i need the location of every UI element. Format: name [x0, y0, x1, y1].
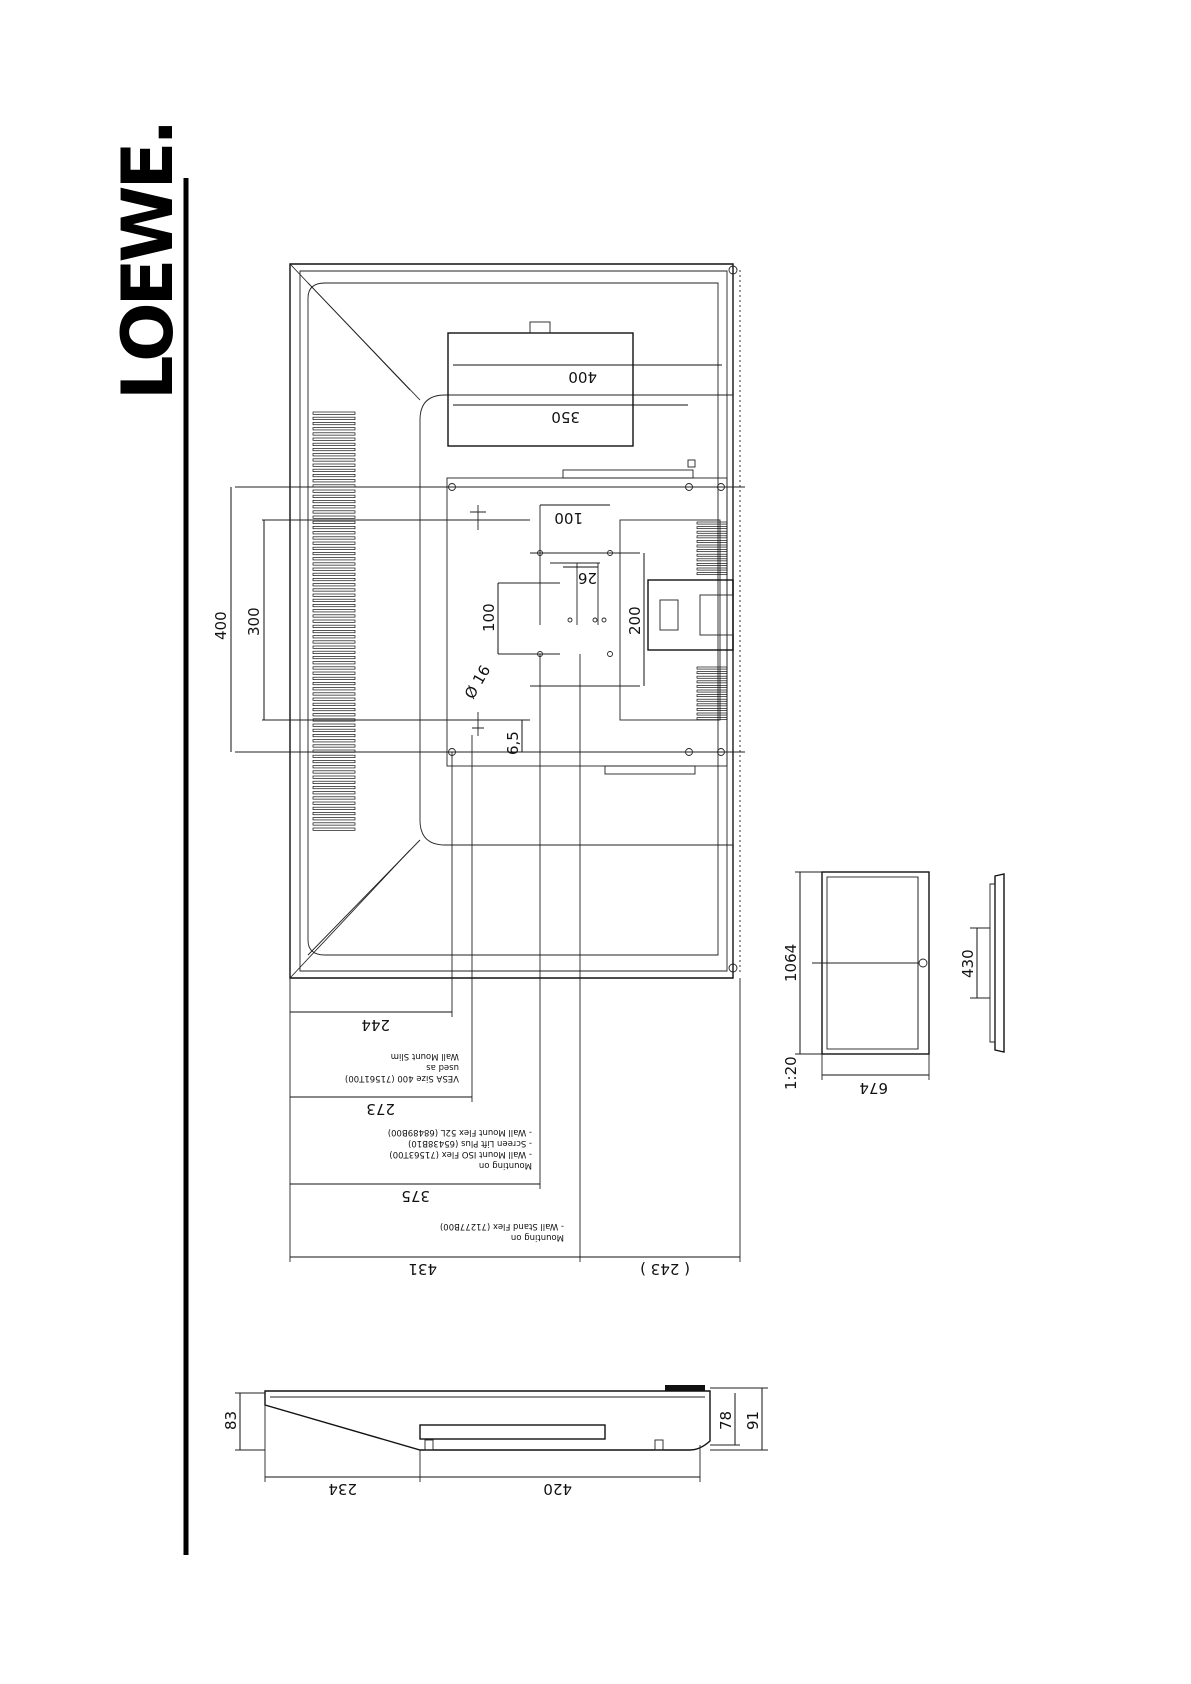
- vent-slot: [313, 604, 355, 606]
- dim-100-top: 100: [554, 509, 583, 527]
- dim-420: 420: [543, 1480, 572, 1498]
- vent-slot: [313, 662, 355, 664]
- vent-slot: [313, 474, 355, 476]
- vent-slot: [313, 532, 355, 534]
- dim-350: 350: [551, 408, 580, 426]
- vent-slot: [313, 776, 355, 778]
- vent-slot: [313, 500, 355, 502]
- dim-430: 430: [959, 949, 977, 978]
- vent-slot: [313, 433, 355, 435]
- dim-674: 674: [859, 1079, 888, 1097]
- vent-slot: [313, 781, 355, 783]
- dim-1064: 1064: [782, 943, 800, 982]
- vent-slot: [697, 550, 727, 552]
- vent-slot: [313, 552, 355, 554]
- dim-83: 83: [222, 1410, 240, 1430]
- vent-slot: [313, 766, 355, 768]
- vent-slot: [313, 558, 355, 560]
- vent-slot: [697, 685, 727, 687]
- front-view: [782, 872, 929, 1097]
- vent-slot: [313, 454, 355, 456]
- vent-slot: [313, 828, 355, 830]
- vent-slot: [313, 786, 355, 788]
- vent-slot: [313, 656, 355, 658]
- vent-slot: [313, 729, 355, 731]
- vent-slot: [313, 469, 355, 471]
- vent-slot: [313, 807, 355, 809]
- vent-slot: [313, 428, 355, 430]
- dim-1-20: 1:20: [782, 1056, 800, 1090]
- vent-slot: [313, 812, 355, 814]
- dim-243: ( 243 ): [640, 1260, 690, 1278]
- vent-slot: [313, 703, 355, 705]
- vent-slot: [313, 568, 355, 570]
- note-wall-mount-iso-flex: [388, 1127, 532, 1170]
- vent-slot: [697, 522, 727, 524]
- vent-slot: [313, 563, 355, 565]
- vent-slot: [313, 818, 355, 820]
- vent-slot: [313, 760, 355, 762]
- vent-slot: [697, 681, 727, 683]
- vent-slot: [697, 531, 727, 533]
- note-wall-stand-flex: [440, 1221, 564, 1242]
- vent-slot: [697, 540, 727, 542]
- dim-26: 26: [577, 569, 597, 587]
- vent-slot: [313, 589, 355, 591]
- vent-slot: [313, 797, 355, 799]
- dim-6-5: 6,5: [504, 731, 522, 755]
- vent-slot: [313, 740, 355, 742]
- vent-slot: [697, 554, 727, 556]
- vent-slot: [313, 506, 355, 508]
- vent-slot: [313, 745, 355, 747]
- vent-slot: [697, 536, 727, 538]
- svg-text:- Wall Mount Flex 52L (68489B0: - Wall Mount Flex 52L (68489B00): [387, 1127, 532, 1137]
- vent-slot: [313, 438, 355, 440]
- back-view: [212, 264, 745, 1278]
- dim-400-side: 400: [212, 611, 230, 640]
- svg-text:Mounting on: Mounting on: [478, 1160, 532, 1170]
- vent-slot: [313, 625, 355, 627]
- vent-slot: [697, 704, 727, 706]
- vent-slot: [313, 511, 355, 513]
- vent-slot: [313, 521, 355, 523]
- vent-slot: [313, 636, 355, 638]
- vent-slot: [697, 545, 727, 547]
- dim-200: 200: [626, 606, 644, 635]
- vent-slot: [697, 718, 727, 720]
- svg-text:- Wall Stand Flex (71277B00): - Wall Stand Flex (71277B00): [439, 1221, 564, 1231]
- vent-slot: [313, 464, 355, 466]
- vent-slot: [313, 594, 355, 596]
- vent-slot: [313, 646, 355, 648]
- vent-slot: [313, 417, 355, 419]
- vent-slot: [313, 459, 355, 461]
- vent-grille-right-top: [697, 522, 727, 575]
- vent-slot: [313, 714, 355, 716]
- vent-slot: [313, 667, 355, 669]
- bottom-view: [222, 1385, 768, 1498]
- vent-slot: [313, 620, 355, 622]
- svg-text:VESA Size 400 (71561T00): VESA Size 400 (71561T00): [344, 1073, 459, 1083]
- vent-slot: [697, 690, 727, 692]
- dim-78: 78: [717, 1410, 735, 1430]
- dim-100-side: 100: [480, 603, 498, 632]
- vent-slot: [313, 672, 355, 674]
- dim-375: 375: [401, 1187, 430, 1205]
- vent-slot: [313, 688, 355, 690]
- vent-slot: [313, 526, 355, 528]
- vent-slot: [313, 610, 355, 612]
- vent-slot: [313, 542, 355, 544]
- svg-text:Wall Mount Slim: Wall Mount Slim: [390, 1051, 459, 1061]
- vent-slot: [313, 823, 355, 825]
- vent-slot: [697, 563, 727, 565]
- vent-slot: [313, 495, 355, 497]
- vent-slot: [313, 490, 355, 492]
- vent-slot: [697, 695, 727, 697]
- vent-slot: [313, 443, 355, 445]
- vent-slot: [313, 516, 355, 518]
- dim-234: 234: [328, 1480, 357, 1498]
- vent-slot: [697, 708, 727, 710]
- vent-slot: [313, 734, 355, 736]
- vent-slot: [313, 682, 355, 684]
- dim-273: 273: [366, 1100, 395, 1118]
- vent-slot: [313, 630, 355, 632]
- vent-slot: [313, 412, 355, 414]
- vent-slot: [313, 708, 355, 710]
- vent-slot: [697, 672, 727, 674]
- dim-91: 91: [744, 1410, 762, 1430]
- svg-text:LOEWE.: LOEWE.: [107, 122, 189, 400]
- vent-slot: [313, 651, 355, 653]
- vent-slot: [313, 724, 355, 726]
- vent-slot: [697, 568, 727, 570]
- vent-slot: [313, 573, 355, 575]
- vent-slot: [313, 448, 355, 450]
- vent-slot: [697, 573, 727, 575]
- vent-slot: [313, 641, 355, 643]
- vent-slot: [313, 755, 355, 757]
- dim-phi16: Ø 16: [460, 662, 495, 702]
- svg-text:used as: used as: [426, 1062, 459, 1072]
- vent-slot: [313, 802, 355, 804]
- vent-slot: [313, 677, 355, 679]
- svg-text:Mounting on: Mounting on: [510, 1232, 564, 1242]
- vent-slot: [313, 537, 355, 539]
- vent-slot: [313, 792, 355, 794]
- vent-slot: [313, 422, 355, 424]
- note-wall-mount-slim: [345, 1051, 459, 1083]
- vent-slot: [313, 547, 355, 549]
- vent-slot: [313, 615, 355, 617]
- side-view: [959, 874, 1004, 1052]
- vent-slot: [697, 527, 727, 529]
- svg-text:- Screen Lift Plus (65438B10): - Screen Lift Plus (65438B10): [408, 1138, 532, 1148]
- vent-grille-left: [313, 412, 355, 830]
- vent-slot: [313, 578, 355, 580]
- dim-244: 244: [361, 1016, 390, 1034]
- dim-300: 300: [245, 607, 263, 636]
- vent-slot: [313, 693, 355, 695]
- vent-slot: [697, 559, 727, 561]
- vent-slot: [697, 713, 727, 715]
- dim-431: 431: [408, 1260, 437, 1278]
- vent-slot: [313, 698, 355, 700]
- vent-slot: [313, 599, 355, 601]
- vent-grille-right-bottom: [697, 667, 727, 720]
- loewe-logo: [107, 123, 189, 1555]
- vent-slot: [313, 771, 355, 773]
- vent-slot: [697, 699, 727, 701]
- svg-text:- Wall Mount ISO Flex (71563T0: - Wall Mount ISO Flex (71563T00): [389, 1149, 532, 1159]
- vent-slot: [697, 676, 727, 678]
- vent-slot: [313, 480, 355, 482]
- vent-slot: [313, 584, 355, 586]
- vent-slot: [697, 667, 727, 669]
- dim-400-top: 400: [568, 368, 597, 386]
